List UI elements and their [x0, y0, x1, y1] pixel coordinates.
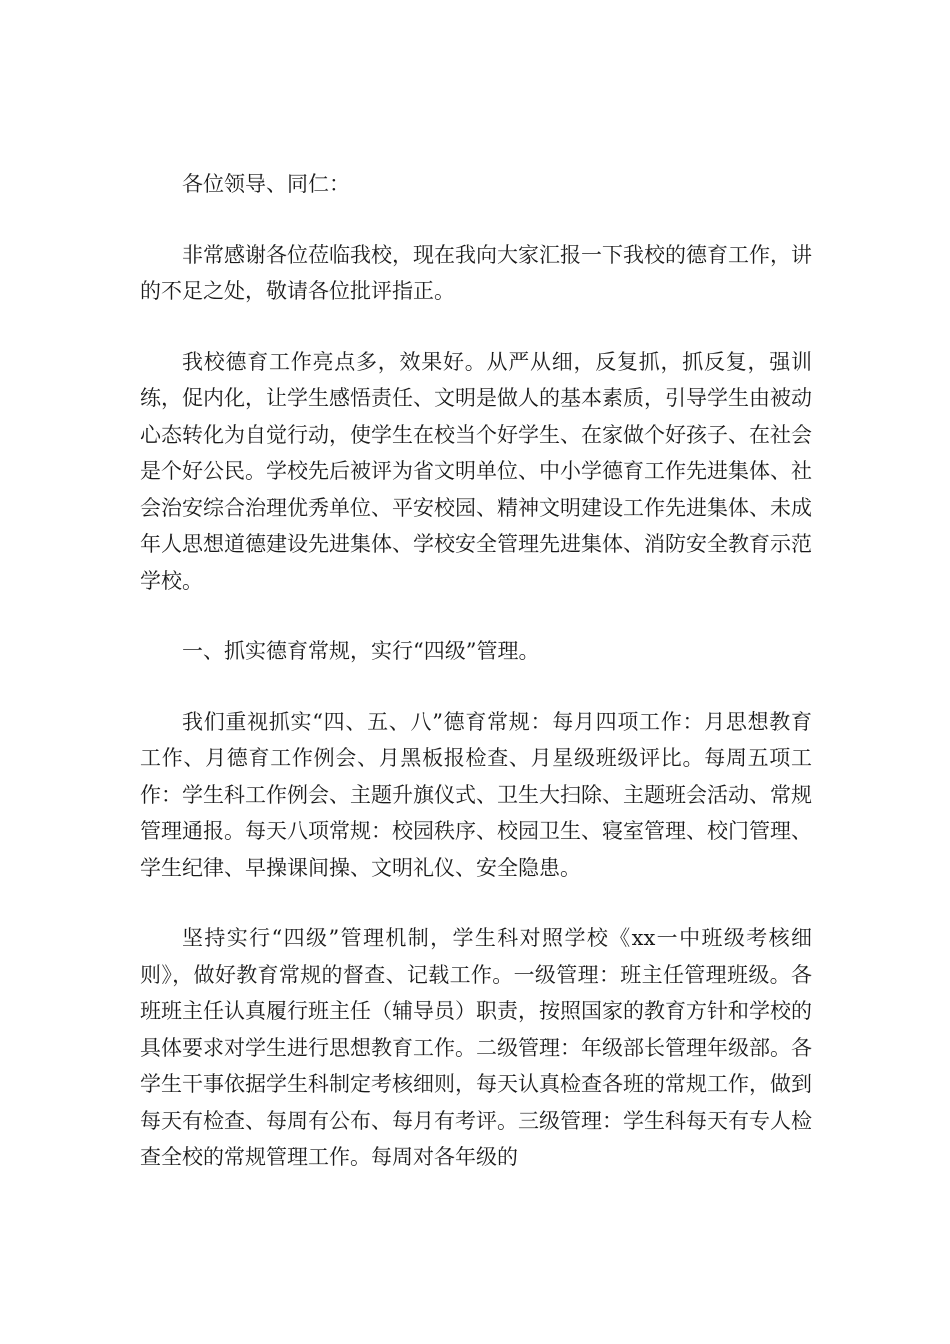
four-level-paragraph: 坚持实行“四级”管理机制，学生科对照学校《xx一中班级考核细则》，做好教育常规的督查、记载工作。一级管理：班主任管理班级。各班班主任认真履行班主任（辅导员）职责，按照国家的教育方针和学校的具体要求对学生进行思想教育工作。二级管理：年级部长管理年级部。各学生干事依据学生科制定考核细则，每天认真检查各班的常规工作，做到每天有检查、每周有公布、每月有考评。三级管理：学生科每天有专人检查全校的常规管理工作。每周对各年级的 — [140, 926, 812, 1169]
document-body — [140, 166, 812, 1210]
routine-paragraph: 我们重视抓实“四、五、八”德育常规：每月四项工作：月思想教育工作、月德育工作例会、月黑板报检查、月星级班级评比。每周五项工作：学生科工作例会、主题升旗仪式、卫生大扫除、主题班会活动、常规管理通报。每天八项常规：校园秩序、校园卫生、寝室管理、校门管理、学生纪律、早操课间操、文明礼仪、安全隐患。 — [140, 709, 812, 880]
intro-paragraph: 非常感谢各位莅临我校，现在我向大家汇报一下我校的德育工作，讲的不足之处，敬请各位批评指正。 — [140, 242, 812, 303]
section-heading: 一、抓实德育常规，实行“四级”管理。 — [182, 639, 540, 663]
salutation-paragraph: 各位领导、同仁： — [182, 172, 350, 196]
overview-paragraph: 我校德育工作亮点多，效果好。从严从细，反复抓，抓反复，强训练，促内化，让学生感悟责任、文明是做人的基本素质，引导学生由被动心态转化为自觉行动，使学生在校当个好学生、在家做个好孩子、在社会是个好公民。学校先后被评为省文明单位、中小学德育工作先进集体、社会治安综合治理优秀单位、平安校园、精神文明建设工作先进集体、未成年人思想道德建设先进集体、学校安全管理先进集体、消防安全教育示范学校。 — [140, 349, 812, 593]
